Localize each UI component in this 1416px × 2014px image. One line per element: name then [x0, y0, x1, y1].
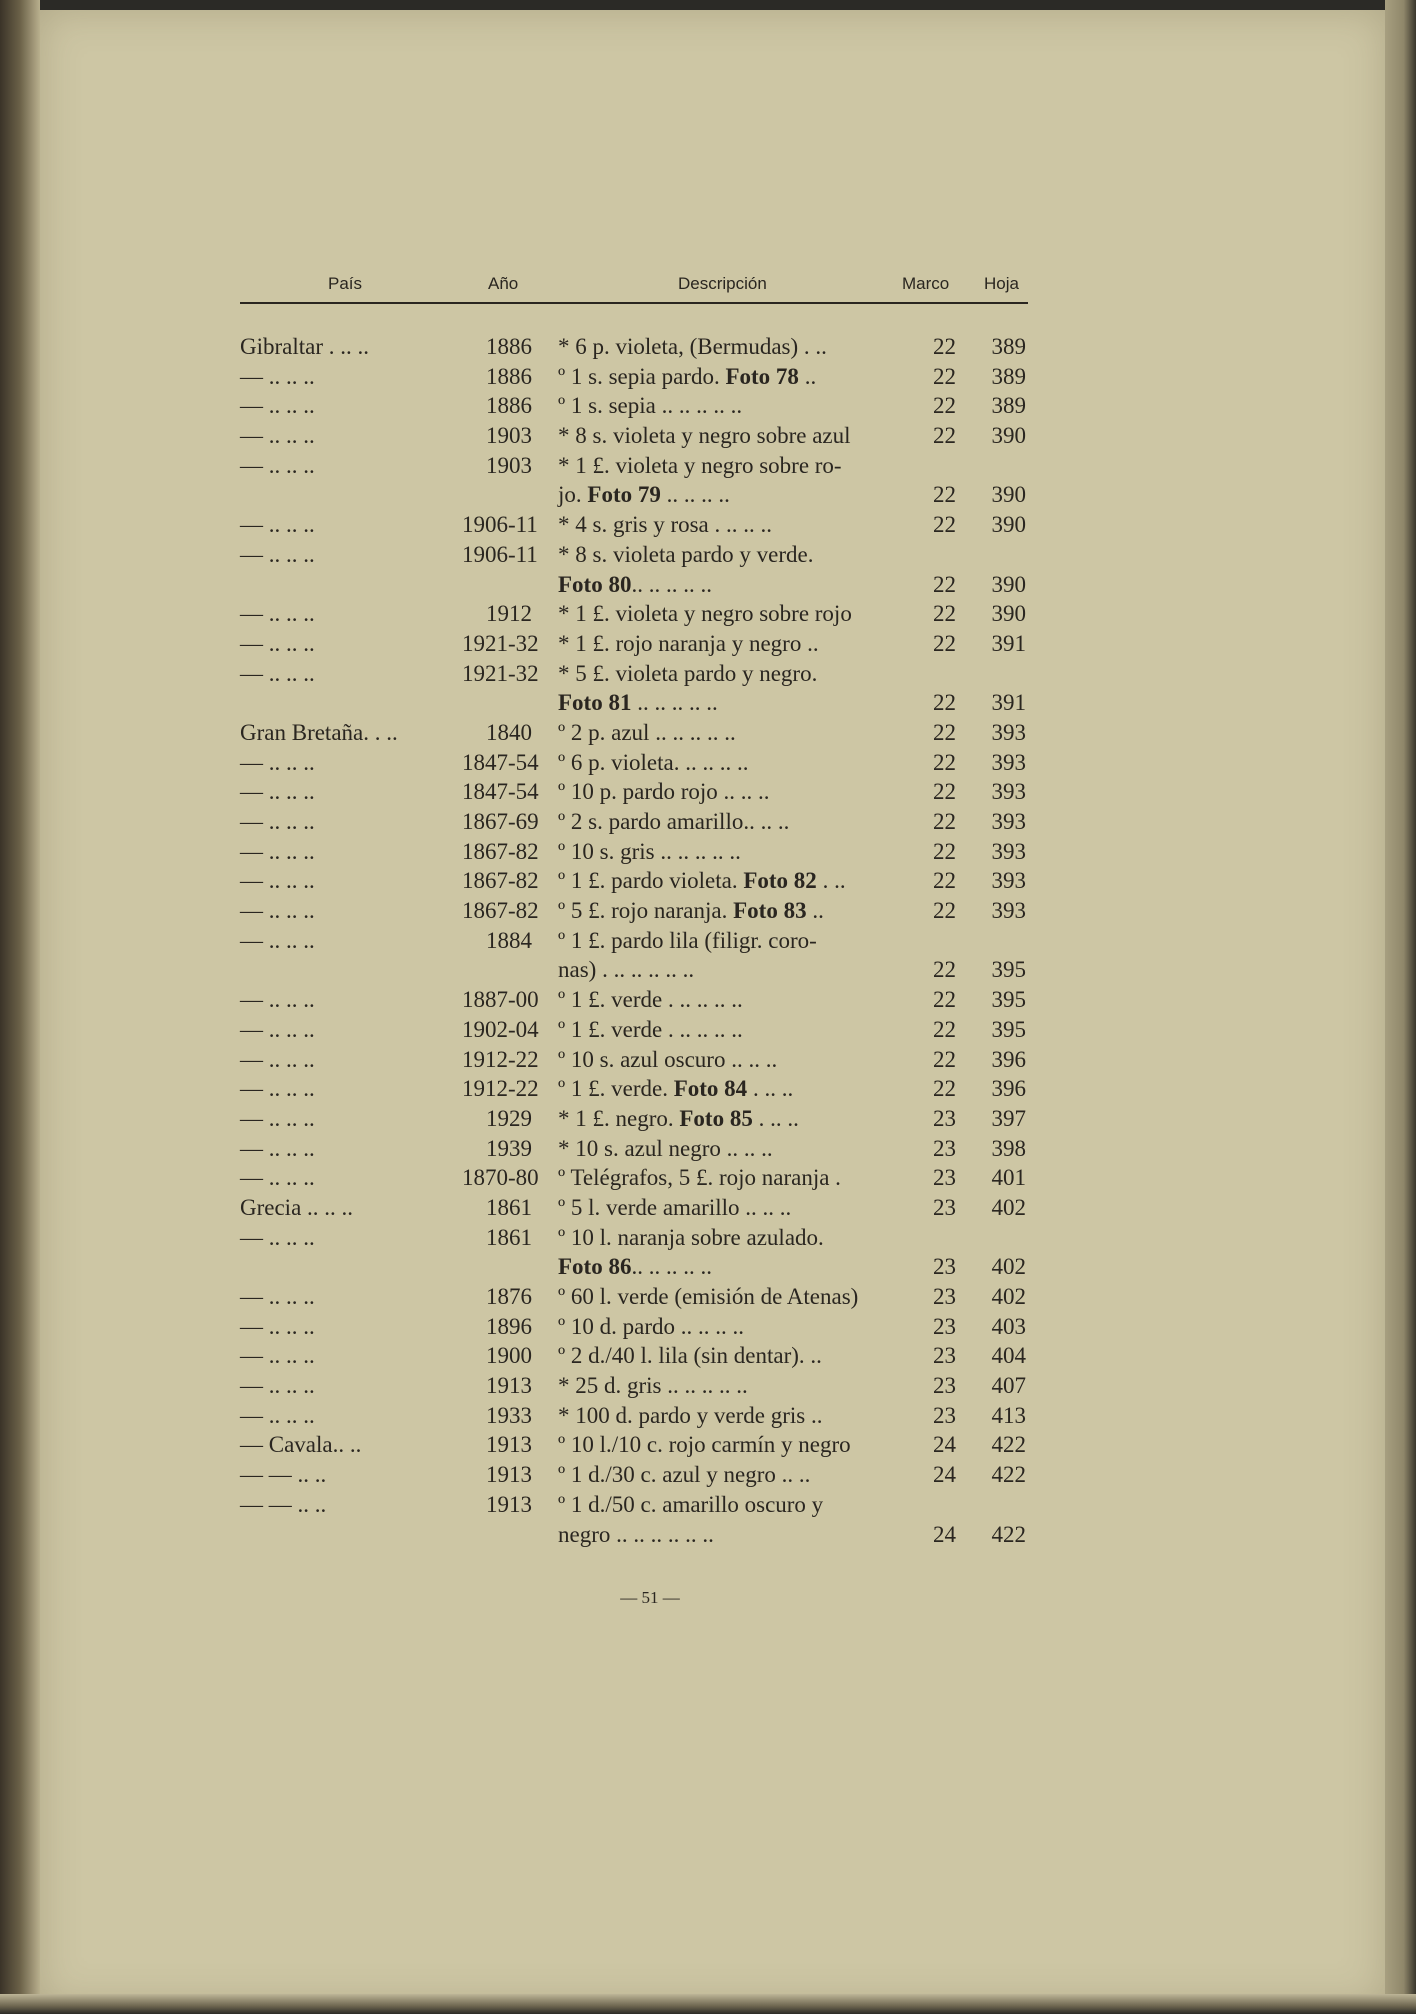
descripcion-tail: . .. .. — [747, 1076, 794, 1102]
cell-hoja: 398 — [991, 1135, 1026, 1161]
foto-reference: Foto 82 — [743, 868, 817, 894]
cell-pais: — .. .. .. — [240, 779, 315, 805]
cell-hoja: 422 — [991, 1462, 1026, 1488]
header-marco: Marco — [902, 274, 950, 293]
cell-pais: — .. .. .. — [240, 601, 315, 627]
table-row — [0, 1104, 1416, 1134]
cell-descripcion — [558, 985, 743, 1015]
cell-marco: 24 — [933, 1462, 956, 1488]
table-row — [0, 1252, 1416, 1282]
cell-marco: 23 — [933, 1284, 956, 1309]
cell-ano: 1921-32 — [462, 660, 539, 686]
cell-descripcion — [558, 1252, 712, 1282]
cell-ano: 1886 — [486, 363, 532, 389]
cell-marco: 23 — [933, 1343, 956, 1369]
descripcion-text: * 5 £. violeta pardo y negro. — [558, 660, 818, 686]
table-row — [0, 421, 1416, 451]
cell-hoja: 393 — [991, 779, 1026, 805]
cell-descripcion — [558, 896, 824, 926]
cell-marco: 22 — [933, 512, 956, 538]
header-ano: Año — [488, 274, 519, 293]
cell-hoja: 393 — [991, 809, 1026, 834]
cell-marco: 22 — [933, 334, 956, 359]
cell-descripcion — [558, 659, 817, 689]
cell-pais: — .. .. .. — [240, 1076, 315, 1102]
cell-pais: — .. .. .. — [240, 1135, 315, 1161]
table-row — [0, 1045, 1416, 1075]
cell-ano: 1906-11 — [462, 512, 538, 538]
table-row — [0, 629, 1416, 659]
cell-hoja: 393 — [991, 868, 1026, 894]
cell-pais: Grecia .. .. .. — [240, 1194, 354, 1220]
table-row — [0, 896, 1416, 926]
descripcion-text: º 10 l. naranja sobre azulado. — [558, 1224, 824, 1250]
descripcion-text: º 60 l. verde (emisión de Atenas) — [558, 1284, 859, 1309]
cell-pais: — .. .. .. — [240, 541, 315, 567]
descripcion-text: º 2 s. pardo amarillo.. .. .. — [558, 809, 790, 834]
cell-descripcion — [558, 1520, 714, 1550]
cell-marco: 23 — [933, 1402, 956, 1428]
descripcion-text: negro .. .. .. .. .. .. — [558, 1521, 714, 1547]
descripcion-text: º 1 £. verde . .. .. .. .. — [558, 987, 743, 1013]
descripcion-text: º 1 s. sepia .. .. .. .. .. — [558, 393, 743, 419]
descripcion-text: º 2 p. azul .. .. .. .. .. — [558, 719, 736, 745]
cell-pais: — .. .. .. — [240, 1016, 315, 1042]
cell-ano: 1861 — [486, 1194, 532, 1220]
cell-descripcion — [558, 510, 772, 540]
table-row — [0, 748, 1416, 778]
cell-descripcion — [558, 1074, 793, 1104]
cell-pais: Gibraltar . .. .. — [240, 334, 370, 359]
table-row — [0, 985, 1416, 1015]
table-row — [0, 599, 1416, 629]
cell-descripcion — [558, 955, 694, 985]
cell-marco: 22 — [933, 1016, 956, 1042]
descripcion-text: jo. — [558, 482, 588, 508]
header-hoja: Hoja — [984, 274, 1019, 293]
descripcion-text: * 1 £. negro. — [558, 1105, 680, 1131]
table-row — [0, 926, 1416, 956]
cell-descripcion — [558, 1045, 777, 1075]
table-row — [0, 1401, 1416, 1431]
cell-marco: 23 — [933, 1373, 956, 1399]
cell-descripcion — [558, 807, 789, 837]
cell-ano: 1867-82 — [462, 898, 539, 924]
stamp-table — [0, 332, 1416, 1549]
descripcion-text: * 25 d. gris .. .. .. .. .. — [558, 1373, 748, 1399]
cell-ano: 1847-54 — [462, 749, 539, 775]
cell-ano: 1896 — [486, 1313, 532, 1339]
cell-pais: — Cavala.. .. — [240, 1432, 362, 1458]
cell-marco: 23 — [933, 1135, 956, 1161]
cell-descripcion — [558, 1460, 810, 1490]
cell-hoja: 391 — [991, 690, 1026, 716]
table-row — [0, 1134, 1416, 1164]
table-row — [0, 837, 1416, 867]
cell-descripcion — [558, 837, 741, 867]
cell-ano: 1939 — [486, 1135, 532, 1161]
table-row — [0, 1193, 1416, 1223]
cell-pais: — .. .. .. — [240, 423, 315, 449]
table-row — [0, 688, 1416, 718]
cell-pais: — .. .. .. — [240, 660, 315, 686]
cell-marco: 22 — [933, 838, 956, 864]
cell-ano: 1902-04 — [462, 1016, 539, 1042]
table-row — [0, 807, 1416, 837]
descripcion-text: º 10 l./10 c. rojo carmín y negro — [558, 1432, 851, 1458]
cell-marco: 22 — [933, 898, 956, 924]
cell-ano: 1870-80 — [462, 1165, 539, 1191]
cell-descripcion — [558, 926, 817, 956]
cell-pais: Gran Bretaña. . .. — [240, 719, 398, 745]
descripcion-text: º 1 £. verde . .. .. .. .. — [558, 1016, 743, 1042]
cell-pais: — .. .. .. — [240, 393, 315, 419]
cell-hoja: 390 — [991, 571, 1026, 597]
cell-pais: — — .. .. — [240, 1462, 327, 1488]
header-pais: País — [328, 274, 363, 293]
table-row — [0, 866, 1416, 896]
cell-hoja: 422 — [991, 1432, 1026, 1458]
cell-hoja: 396 — [991, 1076, 1026, 1102]
cell-pais: — .. .. .. — [240, 868, 315, 894]
cell-ano: 1900 — [486, 1343, 532, 1369]
cell-ano: 1903 — [486, 423, 532, 449]
table-row — [0, 1341, 1416, 1371]
cell-pais: — .. .. .. — [240, 1284, 315, 1309]
table-row — [0, 1312, 1416, 1342]
foto-reference: Foto 83 — [733, 898, 807, 924]
cell-ano: 1840 — [486, 719, 532, 745]
cell-marco: 22 — [933, 601, 956, 627]
foto-reference: Foto 79 — [587, 482, 661, 508]
descripcion-tail: .. .. .. .. .. — [631, 571, 712, 597]
table-header — [240, 272, 1028, 304]
table-row — [0, 1163, 1416, 1193]
table-row — [0, 362, 1416, 392]
cell-marco: 22 — [933, 749, 956, 775]
foto-reference: Foto 84 — [673, 1076, 748, 1102]
table-row — [0, 332, 1416, 362]
cell-hoja: 407 — [991, 1373, 1026, 1399]
cell-marco: 22 — [933, 423, 956, 449]
cell-marco: 22 — [933, 690, 956, 716]
cell-descripcion — [558, 1490, 823, 1520]
cell-hoja: 397 — [991, 1105, 1026, 1131]
cell-marco: 22 — [933, 630, 956, 656]
cell-ano: 1867-82 — [462, 838, 539, 864]
descripcion-tail: .. — [798, 363, 817, 389]
cell-pais: — .. .. .. — [240, 1046, 315, 1072]
foto-reference: Foto 78 — [725, 363, 799, 389]
cell-descripcion — [558, 1312, 744, 1342]
cell-marco: 23 — [933, 1105, 956, 1131]
descripcion-text: * 8 s. violeta pardo y verde. — [558, 541, 814, 567]
cell-descripcion — [558, 451, 842, 481]
cell-pais: — .. .. .. — [240, 927, 315, 953]
descripcion-text: * 1 £. violeta y negro sobre ro- — [558, 452, 842, 478]
cell-marco: 24 — [933, 1521, 956, 1547]
cell-ano: 1876 — [486, 1284, 532, 1309]
cell-marco: 22 — [933, 868, 956, 894]
descripcion-text: * 1 £. violeta y negro sobre rojo — [558, 601, 852, 627]
cell-pais: — .. .. .. — [240, 1402, 315, 1428]
cell-pais: — — .. .. — [240, 1491, 327, 1517]
cell-ano: 1913 — [486, 1432, 532, 1458]
cell-marco: 23 — [933, 1194, 956, 1220]
descripcion-tail: .. .. .. .. .. — [631, 690, 718, 716]
cell-hoja: 422 — [991, 1521, 1026, 1547]
cell-ano: 1903 — [486, 452, 532, 478]
cell-ano: 1912 — [486, 601, 532, 627]
table-row — [0, 391, 1416, 421]
descripcion-text: º 10 d. pardo .. .. .. .. — [558, 1313, 744, 1339]
cell-ano: 1847-54 — [462, 779, 539, 805]
cell-descripcion — [558, 570, 712, 600]
cell-ano: 1867-69 — [462, 809, 539, 834]
table-row — [0, 1282, 1416, 1312]
cell-marco: 22 — [933, 957, 956, 983]
cell-descripcion — [558, 1430, 851, 1460]
cell-hoja: 393 — [991, 838, 1026, 864]
cell-hoja: 390 — [991, 512, 1026, 538]
cell-descripcion — [558, 718, 736, 748]
cell-pais: — .. .. .. — [240, 363, 315, 389]
descripcion-text: º 5 l. verde amarillo .. .. .. — [558, 1194, 792, 1220]
descripcion-tail: . .. — [816, 868, 846, 894]
cell-ano: 1921-32 — [462, 630, 539, 656]
cell-descripcion — [558, 421, 851, 451]
cell-hoja: 395 — [991, 987, 1026, 1013]
descripcion-text: nas) . .. .. .. .. .. — [558, 957, 695, 983]
cell-descripcion — [558, 777, 770, 807]
cell-pais: — .. .. .. — [240, 512, 315, 538]
cell-hoja: 389 — [991, 393, 1026, 419]
table-row — [0, 777, 1416, 807]
cell-marco: 22 — [933, 809, 956, 834]
cell-pais: — .. .. .. — [240, 1224, 315, 1250]
cell-pais: — .. .. .. — [240, 1165, 315, 1191]
cell-descripcion — [558, 688, 718, 718]
foto-reference: Foto 86 — [558, 1254, 632, 1280]
page-number: — 51 — — [620, 1588, 680, 1607]
cell-descripcion — [558, 1193, 791, 1223]
cell-descripcion — [558, 1282, 858, 1312]
cell-hoja: 390 — [991, 482, 1026, 508]
cell-pais: — .. .. .. — [240, 1373, 315, 1399]
table-row — [0, 480, 1416, 510]
table-row — [0, 1490, 1416, 1520]
cell-ano: 1886 — [486, 334, 532, 359]
cell-descripcion — [558, 1134, 773, 1164]
cell-marco: 23 — [933, 1313, 956, 1339]
cell-ano: 1913 — [486, 1373, 532, 1399]
cell-marco: 23 — [933, 1165, 956, 1191]
descripcion-tail: .. .. .. .. .. — [631, 1254, 712, 1280]
cell-hoja: 393 — [991, 719, 1026, 745]
cell-hoja: 389 — [991, 363, 1026, 389]
cell-hoja: 390 — [991, 423, 1026, 449]
descripcion-text: º 1 d./30 c. azul y negro .. .. — [558, 1462, 811, 1488]
page-bottom-edge — [0, 1994, 1416, 2014]
descripcion-text: º 1 d./50 c. amarillo oscuro y — [558, 1491, 824, 1517]
descripcion-text: º 10 p. pardo rojo .. .. .. — [558, 779, 770, 805]
table-row — [0, 540, 1416, 570]
cell-marco: 22 — [933, 779, 956, 805]
cell-marco: 22 — [933, 1046, 956, 1072]
cell-descripcion — [558, 1163, 841, 1193]
descripcion-text: * 100 d. pardo y verde gris .. — [558, 1402, 823, 1428]
descripcion-text: * 6 p. violeta, (Bermudas) . .. — [558, 334, 827, 359]
cell-descripcion — [558, 540, 813, 570]
cell-marco: 22 — [933, 1076, 956, 1102]
cell-pais: — .. .. .. — [240, 809, 315, 834]
cell-pais: — .. .. .. — [240, 987, 315, 1013]
table-row — [0, 955, 1416, 985]
cell-hoja: 402 — [991, 1194, 1026, 1220]
cell-ano: 1933 — [486, 1402, 532, 1428]
table-row — [0, 659, 1416, 689]
cell-pais: — .. .. .. — [240, 452, 315, 478]
cell-hoja: 402 — [991, 1254, 1026, 1280]
descripcion-text: º 10 s. azul oscuro .. .. .. — [558, 1046, 778, 1072]
table-row — [0, 718, 1416, 748]
cell-pais: — .. .. .. — [240, 1343, 315, 1369]
table-row — [0, 570, 1416, 600]
cell-hoja: 413 — [991, 1402, 1026, 1428]
cell-hoja: 391 — [991, 630, 1026, 656]
descripcion-text: * 10 s. azul negro .. .. .. — [558, 1135, 773, 1161]
cell-descripcion — [558, 599, 852, 629]
cell-descripcion — [558, 1015, 743, 1045]
cell-pais: — .. .. .. — [240, 749, 315, 775]
descripcion-text: º 1 £. pardo lila (filigr. coro- — [558, 927, 817, 953]
cell-pais: — .. .. .. — [240, 1105, 315, 1131]
table-row — [0, 1520, 1416, 1550]
header-descripcion: Descripción — [678, 274, 767, 293]
table-row — [0, 1430, 1416, 1460]
descripcion-text: º 1 s. sepia pardo. — [558, 363, 726, 389]
descripcion-tail: .. — [806, 898, 824, 924]
cell-descripcion — [558, 1223, 824, 1253]
cell-descripcion — [558, 1104, 799, 1134]
table-row — [0, 1460, 1416, 1490]
table-row — [0, 510, 1416, 540]
table-row — [0, 1015, 1416, 1045]
descripcion-text: º 2 d./40 l. lila (sin dentar). .. — [558, 1343, 822, 1369]
foto-reference: Foto 81 — [558, 690, 632, 716]
table-row — [0, 1074, 1416, 1104]
cell-descripcion — [558, 362, 816, 392]
cell-marco: 22 — [933, 482, 956, 508]
cell-ano: 1913 — [486, 1462, 532, 1488]
cell-descripcion — [558, 480, 730, 510]
descripcion-text: * 1 £. rojo naranja y negro .. — [558, 630, 819, 656]
cell-descripcion — [558, 1341, 822, 1371]
cell-hoja: 402 — [991, 1284, 1026, 1309]
cell-descripcion — [558, 391, 742, 421]
cell-pais: — .. .. .. — [240, 898, 315, 924]
table-row — [0, 1371, 1416, 1401]
cell-hoja: 395 — [991, 1016, 1026, 1042]
cell-marco: 24 — [933, 1432, 956, 1458]
cell-ano: 1861 — [486, 1224, 532, 1250]
cell-ano: 1867-82 — [462, 868, 539, 894]
cell-hoja: 401 — [991, 1165, 1026, 1191]
cell-descripcion — [558, 748, 748, 778]
cell-marco: 22 — [933, 393, 956, 419]
foto-reference: Foto 85 — [679, 1105, 753, 1131]
table-row — [0, 451, 1416, 481]
cell-marco: 22 — [933, 571, 956, 597]
cell-marco: 22 — [933, 987, 956, 1013]
cell-hoja: 395 — [991, 957, 1026, 983]
cell-ano: 1886 — [486, 393, 532, 419]
descripcion-text: * 4 s. gris y rosa . .. .. .. — [558, 512, 773, 538]
descripcion-text: º 1 £. pardo violeta. — [558, 868, 744, 894]
cell-marco: 22 — [933, 719, 956, 745]
table-row — [0, 1223, 1416, 1253]
cell-marco: 22 — [933, 363, 956, 389]
cell-descripcion — [558, 1371, 748, 1401]
descripcion-text: * 8 s. violeta y negro sobre azul — [558, 423, 851, 449]
cell-hoja: 403 — [991, 1313, 1026, 1339]
cell-descripcion — [558, 629, 819, 659]
cell-hoja: 404 — [991, 1343, 1026, 1369]
cell-hoja: 396 — [991, 1046, 1026, 1072]
cell-hoja: 393 — [991, 749, 1026, 775]
descripcion-text: º 5 £. rojo naranja. — [558, 898, 734, 924]
cell-ano: 1913 — [486, 1491, 532, 1517]
cell-ano: 1929 — [486, 1105, 532, 1131]
cell-hoja: 393 — [991, 898, 1026, 924]
foto-reference: Foto 80 — [558, 571, 632, 597]
cell-descripcion — [558, 1401, 822, 1431]
cell-ano: 1887-00 — [462, 987, 539, 1013]
cell-hoja: 389 — [991, 334, 1026, 359]
cell-ano: 1906-11 — [462, 541, 538, 567]
cell-descripcion — [558, 332, 827, 362]
cell-descripcion — [558, 866, 846, 896]
descripcion-tail: . .. .. — [752, 1105, 799, 1131]
cell-pais: — .. .. .. — [240, 1313, 315, 1339]
cell-ano: 1912-22 — [462, 1076, 539, 1102]
descripcion-text: º 1 £. verde. — [558, 1076, 674, 1102]
cell-ano: 1912-22 — [462, 1046, 539, 1072]
cell-pais: — .. .. .. — [240, 838, 315, 864]
cell-marco: 23 — [933, 1254, 956, 1280]
cell-ano: 1884 — [486, 927, 532, 953]
cell-hoja: 390 — [991, 601, 1026, 627]
descripcion-text: º 6 p. violeta. .. .. .. .. — [558, 749, 749, 775]
descripcion-text: º Telégrafos, 5 £. rojo naranja . — [558, 1165, 841, 1191]
descripcion-tail: .. .. .. .. — [660, 482, 730, 508]
descripcion-text: º 10 s. gris .. .. .. .. .. — [558, 838, 741, 864]
cell-pais: — .. .. .. — [240, 630, 315, 656]
